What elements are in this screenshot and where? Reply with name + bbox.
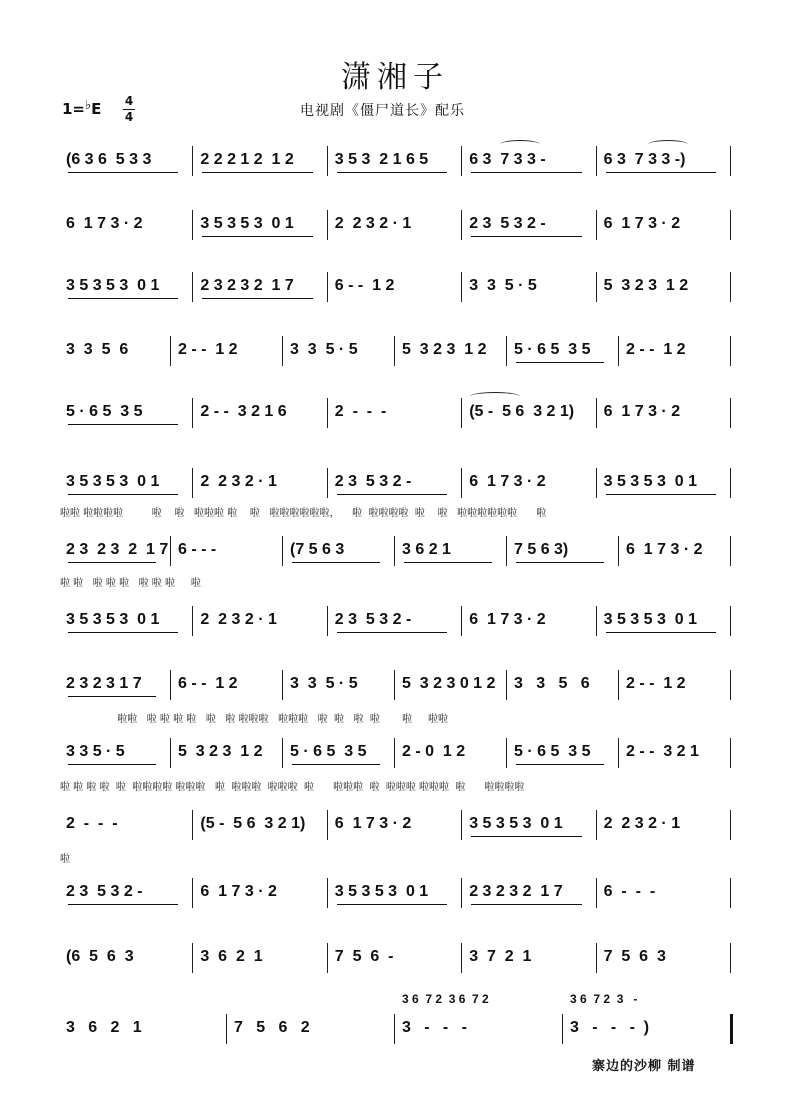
measure-notes: 2 2 2 1 2 1 2 — [200, 151, 294, 168]
lyric-line: 啦 — [60, 854, 70, 865]
measure-notes: 3 3 5 · 5 — [469, 277, 537, 294]
measure — [60, 740, 172, 776]
measure-notes: 5 · 6 5 3 5 — [66, 403, 143, 420]
beam-line — [292, 764, 380, 765]
beam-line — [68, 904, 178, 905]
measure — [60, 274, 194, 310]
measure-notes: 6 - - 1 2 — [334, 277, 395, 294]
barline — [461, 146, 462, 176]
barline — [506, 738, 507, 768]
measure — [396, 538, 508, 574]
measure — [194, 945, 328, 981]
barline — [506, 336, 507, 366]
barline — [730, 738, 731, 768]
measure — [396, 672, 508, 708]
measure-notes: 5 3 2 3 1 2 — [402, 341, 487, 358]
upper-voice: 3 6 7 2 3 - — [570, 992, 638, 1006]
barline — [562, 1014, 563, 1044]
measure — [598, 148, 732, 184]
measure — [60, 400, 194, 436]
measure — [60, 538, 172, 574]
lyric-line: 啦啦 啦啦啦啦 啦 啦 啦啦啦 啦 啦 啦啦啦啦啦啦， 啦 啦啦啦啦 啦 啦 啦啦啦啦啦啦 啦 — [60, 508, 547, 519]
measure-notes: 3 5 3 5 3 0 1 — [603, 611, 697, 628]
beam-line — [68, 764, 156, 765]
measure-notes: (5 - 5 6 3 2 1) — [469, 403, 575, 420]
measure-notes: 7 5 6 - — [334, 948, 394, 965]
barline — [226, 1014, 227, 1044]
measure-notes: 6 1 7 3 · 2 — [66, 215, 143, 232]
measure — [508, 538, 620, 574]
measure — [598, 274, 732, 310]
measure-notes: 3 3 5 · 5 — [66, 743, 125, 760]
barline — [618, 738, 619, 768]
measure — [329, 470, 463, 506]
measure — [60, 338, 172, 374]
score-row — [60, 338, 736, 374]
score-row — [60, 148, 736, 184]
lyric-line: 啦 啦 啦 啦 啦 啦啦啦啦 啦啦啦 啦 啦啦啦 啦啦啦 啦 啦啦啦 啦 啦啦啦 啦啦啦 啦 啦啦啦啦 — [60, 782, 525, 793]
beam-line — [471, 236, 581, 237]
barline — [618, 336, 619, 366]
transcriber-credit: 寨边的沙柳 制谱 — [592, 1059, 696, 1074]
barline — [394, 738, 395, 768]
barline — [461, 943, 462, 973]
barline — [192, 468, 193, 498]
barline — [618, 536, 619, 566]
beam-line — [337, 172, 447, 173]
measure-notes: 2 - 0 1 2 — [402, 743, 466, 760]
barline — [461, 810, 462, 840]
score-row — [60, 608, 736, 644]
measure — [172, 740, 284, 776]
barline — [730, 878, 731, 908]
barline — [730, 272, 731, 302]
beam-line — [516, 362, 604, 363]
beam-line — [202, 298, 312, 299]
barline — [618, 670, 619, 700]
barline — [461, 272, 462, 302]
barline — [506, 536, 507, 566]
measure-notes: 3 3 5 6 — [66, 341, 129, 358]
measure-notes: 7 5 6 2 — [234, 1019, 310, 1036]
measure-notes: 2 2 3 2 · 1 — [200, 611, 277, 628]
barline — [282, 738, 283, 768]
measure-notes: 2 - - 3 2 1 — [626, 743, 699, 760]
score-row — [60, 400, 736, 436]
measure-notes: 6 1 7 3 · 2 — [626, 541, 703, 558]
time-signature — [122, 95, 136, 124]
measure — [329, 812, 463, 848]
measure — [194, 148, 328, 184]
barline — [192, 210, 193, 240]
barline — [596, 943, 597, 973]
beam-line — [606, 494, 716, 495]
score-row — [60, 945, 736, 981]
barline — [192, 272, 193, 302]
time-signature-bottom: 4 — [124, 110, 134, 124]
measure-notes: 2 - - - — [334, 403, 387, 420]
measure — [60, 672, 172, 708]
barline — [596, 398, 597, 428]
tie-slur — [648, 140, 688, 149]
measure-notes: 7 5 6 3 — [603, 948, 666, 965]
measure-notes: 3 5 3 5 3 0 1 — [66, 611, 160, 628]
measure — [60, 212, 194, 248]
barline — [170, 336, 171, 366]
measure — [598, 400, 732, 436]
measure — [598, 608, 732, 644]
time-signature-top: 4 — [124, 94, 134, 108]
barline — [596, 468, 597, 498]
measure-notes: 6 - - - — [178, 541, 217, 558]
beam-line — [68, 562, 156, 563]
measure — [508, 740, 620, 776]
beam-line — [68, 494, 178, 495]
measure-notes: 3 5 3 5 3 0 1 — [66, 473, 160, 490]
beam-line — [68, 172, 178, 173]
measure — [284, 740, 396, 776]
measure-notes: 6 - - - — [603, 883, 656, 900]
barline — [730, 810, 731, 840]
barline — [192, 810, 193, 840]
score-row — [60, 992, 736, 1052]
barline — [596, 606, 597, 636]
measure — [172, 538, 284, 574]
measure-notes: 3 6 2 1 — [66, 1019, 142, 1036]
barline — [394, 536, 395, 566]
measure — [463, 274, 597, 310]
measure — [620, 672, 732, 708]
measure — [620, 538, 732, 574]
barline — [730, 398, 731, 428]
barline — [192, 878, 193, 908]
barline — [394, 336, 395, 366]
tie-slur — [470, 392, 520, 401]
measure — [60, 148, 194, 184]
measure-notes: 6 1 7 3 · 2 — [200, 883, 277, 900]
barline — [461, 878, 462, 908]
measure — [194, 274, 328, 310]
barline — [192, 146, 193, 176]
measure — [194, 470, 328, 506]
beam-line — [68, 632, 178, 633]
measure-notes: 2 3 5 3 2 - — [66, 883, 143, 900]
measure — [463, 148, 597, 184]
measure-notes: 3 5 3 5 3 0 1 — [334, 883, 429, 900]
measure-notes: 3 - - - — [402, 1019, 467, 1036]
measure — [396, 338, 508, 374]
measure-notes: 2 3 5 3 2 - — [334, 611, 412, 628]
measure-notes: 7 5 6 3) — [514, 541, 569, 558]
measure-notes: 2 - - 3 2 1 6 — [200, 403, 287, 420]
measure-notes: (7 5 6 3 — [290, 541, 345, 558]
beam-line — [471, 836, 581, 837]
beam-line — [516, 764, 604, 765]
measure-notes: 5 · 6 5 3 5 — [290, 743, 367, 760]
measure — [463, 212, 597, 248]
measure — [463, 812, 597, 848]
beam-line — [337, 494, 447, 495]
measure — [194, 212, 328, 248]
measure-notes: 6 1 7 3 · 2 — [469, 473, 546, 490]
measure-notes: 6 1 7 3 · 2 — [603, 403, 681, 420]
lyric-line: 啦 啦 啦 啦 啦 啦 啦 啦 啦 — [60, 578, 201, 589]
measure-notes: 2 - - 1 2 — [626, 341, 686, 358]
barline — [461, 468, 462, 498]
measure — [598, 812, 732, 848]
flat-sign: ♭ — [85, 98, 92, 113]
measure — [60, 1016, 228, 1052]
beam-line — [516, 562, 604, 563]
barline — [327, 272, 328, 302]
beam-line — [68, 424, 178, 425]
barline — [327, 878, 328, 908]
measure — [329, 608, 463, 644]
measure-notes: 3 3 5 6 — [514, 675, 590, 692]
measure — [508, 672, 620, 708]
measure-notes: 2 3 2 3 2 1 7 — [66, 541, 169, 558]
measure — [60, 945, 194, 981]
barline — [327, 210, 328, 240]
measure-notes: 3 5 3 5 3 0 1 — [200, 215, 294, 232]
beam-line — [471, 904, 581, 905]
score-row — [60, 538, 736, 574]
barline — [461, 210, 462, 240]
measure-notes: 5 · 6 5 3 5 — [514, 743, 591, 760]
barline — [730, 1014, 733, 1044]
measure-notes: 2 2 3 2 · 1 — [334, 215, 412, 232]
barline — [394, 670, 395, 700]
measure — [329, 274, 463, 310]
measure — [194, 812, 328, 848]
score-row — [60, 880, 736, 916]
measure-notes: 3 5 3 2 1 6 5 — [334, 151, 429, 168]
barline — [730, 146, 731, 176]
measure — [194, 880, 328, 916]
score-row — [60, 812, 736, 848]
score-title: 潇湘子 — [341, 60, 449, 95]
barline — [730, 468, 731, 498]
barline — [327, 398, 328, 428]
measure — [463, 470, 597, 506]
tie-slur — [500, 140, 540, 149]
barline — [327, 943, 328, 973]
barline — [327, 606, 328, 636]
measure-notes: 3 5 3 5 3 0 1 — [66, 277, 160, 294]
measure — [172, 338, 284, 374]
subtitle: 电视剧《僵尸道长》配乐 — [300, 103, 465, 119]
measure-notes: 3 5 3 5 3 0 1 — [469, 815, 563, 832]
beam-line — [68, 696, 156, 697]
measure-notes: 2 2 3 2 · 1 — [200, 473, 277, 490]
measure — [598, 945, 732, 981]
measure-notes: 6 3 7 3 3 -) — [603, 151, 686, 168]
upper-voice: 3 6 7 2 3 6 7 2 — [402, 992, 489, 1006]
barline — [596, 878, 597, 908]
measure-notes: 2 - - - — [66, 815, 118, 832]
measure — [172, 672, 284, 708]
measure-notes: 2 3 2 3 1 7 — [66, 675, 142, 692]
measure-notes: 2 2 3 2 · 1 — [603, 815, 681, 832]
barline — [394, 1014, 395, 1044]
measure-notes: 6 1 7 3 · 2 — [469, 611, 546, 628]
beam-line — [68, 298, 178, 299]
barline — [192, 398, 193, 428]
barline — [170, 670, 171, 700]
measure-notes: 5 3 2 3 1 2 — [603, 277, 689, 294]
beam-line — [404, 562, 492, 563]
score-row — [60, 672, 736, 708]
measure — [508, 338, 620, 374]
barline — [327, 810, 328, 840]
barline — [192, 606, 193, 636]
measure — [329, 148, 463, 184]
measure-notes: (6 3 6 5 3 3 — [66, 151, 152, 168]
measure — [284, 538, 396, 574]
measure — [620, 338, 732, 374]
barline — [282, 336, 283, 366]
barline — [192, 943, 193, 973]
barline — [170, 536, 171, 566]
measure-notes: 3 6 2 1 — [402, 541, 451, 558]
measure-notes: 2 - - 1 2 — [178, 341, 238, 358]
score-row — [60, 212, 736, 248]
beam-line — [337, 632, 447, 633]
measure-notes: 6 1 7 3 · 2 — [603, 215, 681, 232]
measure — [284, 672, 396, 708]
barline — [282, 536, 283, 566]
measure-notes: 3 - - - ) — [570, 1019, 650, 1036]
barline — [596, 810, 597, 840]
barline — [730, 210, 731, 240]
measure-notes: 3 6 2 1 — [200, 948, 263, 965]
measure — [598, 880, 732, 916]
barline — [327, 468, 328, 498]
barline — [730, 336, 731, 366]
measure-notes: 3 5 3 5 3 0 1 — [603, 473, 697, 490]
measure — [60, 880, 194, 916]
barline — [730, 606, 731, 636]
measure-notes: 2 - - 1 2 — [626, 675, 686, 692]
barline — [596, 146, 597, 176]
barline — [730, 670, 731, 700]
key-note: E — [91, 100, 102, 118]
barline — [730, 536, 731, 566]
measure — [463, 400, 597, 436]
key-signature — [62, 98, 101, 118]
measure — [598, 470, 732, 506]
barline — [730, 943, 731, 973]
barline — [461, 606, 462, 636]
barline — [506, 670, 507, 700]
measure-notes: 5 3 2 3 1 2 — [178, 743, 263, 760]
measure-notes: 6 3 7 3 3 - — [469, 151, 546, 168]
beam-line — [471, 172, 581, 173]
measure-notes: 2 3 2 3 2 1 7 — [469, 883, 563, 900]
barline — [170, 738, 171, 768]
measure-notes: 6 - - 1 2 — [178, 675, 238, 692]
measure — [463, 945, 597, 981]
barline — [327, 146, 328, 176]
measure-notes: 2 3 5 3 2 - — [334, 473, 412, 490]
measure — [329, 945, 463, 981]
measure — [463, 608, 597, 644]
measure-notes: 3 3 5 · 5 — [290, 341, 358, 358]
measure — [598, 212, 732, 248]
measure — [60, 812, 194, 848]
beam-line — [202, 172, 312, 173]
score-row — [60, 740, 736, 776]
beam-line — [606, 172, 716, 173]
beam-line — [202, 236, 312, 237]
measure — [60, 608, 194, 644]
measure-notes: 5 3 2 3 0 1 2 — [402, 675, 496, 692]
beam-line — [292, 562, 380, 563]
lyric-line: 啦啦 啦 啦 啦 啦 啦 啦 啦啦啦 啦啦啦 啦 啦 啦 啦 啦 啦啦 — [60, 714, 449, 725]
beam-line — [606, 632, 716, 633]
measure-notes: (5 - 5 6 3 2 1) — [200, 815, 306, 832]
measure — [329, 212, 463, 248]
measure — [194, 400, 328, 436]
score-row — [60, 274, 736, 310]
measure-notes: 3 7 2 1 — [469, 948, 532, 965]
key-prefix: 1= — [62, 100, 86, 118]
measure-notes: 2 3 2 3 2 1 7 — [200, 277, 294, 294]
measure — [329, 880, 463, 916]
measure-notes: 5 · 6 5 3 5 — [514, 341, 591, 358]
measure-notes: (6 5 6 3 — [66, 948, 134, 965]
barline — [596, 272, 597, 302]
measure — [620, 740, 732, 776]
measure — [228, 1016, 396, 1052]
measure — [396, 740, 508, 776]
measure — [284, 338, 396, 374]
measure — [194, 608, 328, 644]
measure — [329, 400, 463, 436]
measure — [60, 470, 194, 506]
score-row — [60, 470, 736, 506]
measure-notes: 6 1 7 3 · 2 — [334, 815, 412, 832]
barline — [596, 210, 597, 240]
measure — [564, 1016, 732, 1052]
barline — [282, 670, 283, 700]
measure — [396, 1016, 564, 1052]
beam-line — [337, 904, 447, 905]
barline — [461, 398, 462, 428]
measure-notes: 2 3 5 3 2 - — [469, 215, 546, 232]
measure — [463, 880, 597, 916]
measure-notes: 3 3 5 · 5 — [290, 675, 358, 692]
